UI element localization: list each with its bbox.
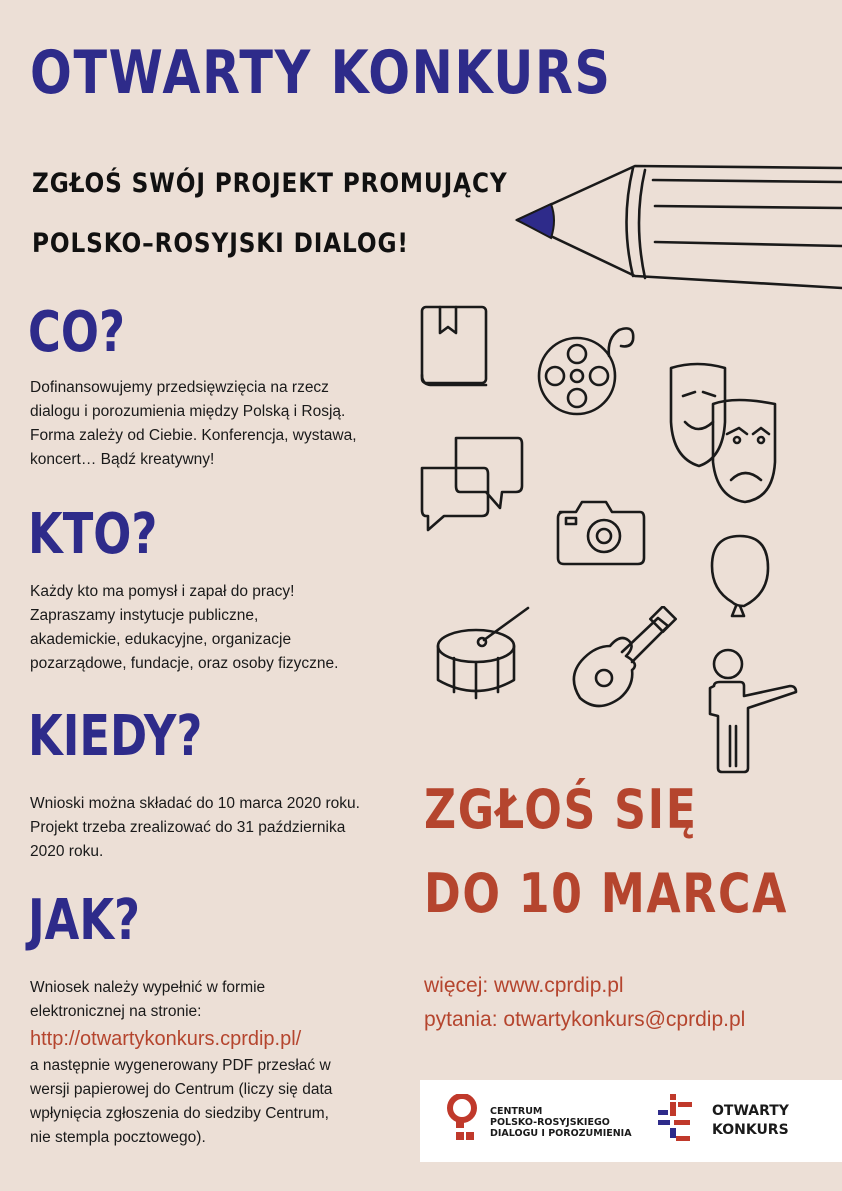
text-line: Wniosek należy wypełnić w formie bbox=[30, 979, 266, 996]
text-line: koncert… Bądź kreatywny! bbox=[30, 451, 215, 468]
cprdip-logo-text bbox=[490, 1106, 632, 1139]
contact-website[interactable]: więcej: www.cprdip.pl bbox=[424, 974, 624, 997]
application-link[interactable]: http://otwartykonkurs.cprdip.pl/ bbox=[30, 1028, 302, 1050]
ok-line: OTWARTY bbox=[712, 1103, 789, 1119]
section-heading-kto: KTO? bbox=[28, 502, 158, 567]
section-heading-jak: JAK? bbox=[28, 888, 141, 953]
text-line: a następnie wygenerowany PDF przesłać w bbox=[30, 1057, 331, 1074]
text-line: wersji papierowej do Centrum (liczy się data bbox=[30, 1081, 333, 1098]
cta-line-1: ZGŁOŚ SIĘ bbox=[424, 778, 698, 841]
theater-masks-icon bbox=[665, 362, 783, 507]
text-line: Wnioski można składać do 10 marca 2020 roku. bbox=[30, 795, 360, 812]
drum-icon bbox=[432, 600, 534, 702]
cprdip-logo-icon bbox=[446, 1094, 482, 1146]
pencil-icon bbox=[505, 158, 842, 298]
section-text-kto bbox=[30, 580, 390, 676]
section-text-kiedy bbox=[30, 792, 390, 864]
guitar-icon bbox=[562, 606, 680, 716]
otwarty-konkurs-logo-icon bbox=[656, 1092, 696, 1146]
subtitle-line-2: POLSKO–ROSYJSKI DIALOG! bbox=[32, 228, 409, 259]
section-text-co bbox=[30, 376, 390, 472]
text-line: dialogu i porozumienia między Polską i Rosją. bbox=[30, 403, 346, 420]
text-line: Forma zależy od Ciebie. Konferencja, wystawa, bbox=[30, 427, 357, 444]
text-line: 2020 roku. bbox=[30, 843, 104, 860]
cprdip-line: DIALOGU I POROZUMIENIA bbox=[490, 1128, 632, 1139]
speech-bubbles-icon bbox=[418, 434, 526, 534]
cta-line-2: DO 10 MARCA bbox=[424, 862, 789, 925]
section-heading-co: CO? bbox=[28, 300, 125, 365]
ok-line: KONKURS bbox=[712, 1122, 789, 1138]
presenter-icon bbox=[700, 644, 800, 776]
subtitle-line-1: ZGŁOŚ SWÓJ PROJEKT PROMUJĄCY bbox=[32, 168, 508, 199]
footer-logos bbox=[420, 1080, 842, 1162]
text-line: nie stempla pocztowego). bbox=[30, 1129, 206, 1146]
text-line: Zapraszamy instytucje publiczne, bbox=[30, 607, 259, 624]
text-line: Dofinansowujemy przedsięwzięcia na rzecz bbox=[30, 379, 329, 396]
film-reel-icon bbox=[535, 318, 640, 418]
page-title: OTWARTY KONKURS bbox=[30, 38, 612, 108]
camera-icon bbox=[556, 496, 646, 568]
text-line: akademickie, edukacyjne, organizacje bbox=[30, 631, 292, 648]
contact-email[interactable]: pytania: otwartykonkurs@cprdip.pl bbox=[424, 1008, 746, 1031]
cprdip-line: CENTRUM bbox=[490, 1106, 543, 1117]
book-icon bbox=[418, 305, 498, 391]
otwarty-konkurs-logo-text bbox=[712, 1102, 789, 1140]
text-line: Projekt trzeba zrealizować do 31 października bbox=[30, 819, 346, 836]
section-text-jak bbox=[30, 976, 390, 1150]
text-line: Każdy kto ma pomysł i zapał do pracy! bbox=[30, 583, 295, 600]
balloon-icon bbox=[706, 532, 776, 628]
text-line: pozarządowe, fundacje, oraz osoby fizyczne. bbox=[30, 655, 339, 672]
cprdip-line: POLSKO-ROSYJSKIEGO bbox=[490, 1117, 610, 1128]
text-line: wpłynięcia zgłoszenia do siedziby Centrum, bbox=[30, 1105, 329, 1122]
section-heading-kiedy: KIEDY? bbox=[28, 704, 203, 769]
text-line: elektronicznej na stronie: bbox=[30, 1003, 202, 1020]
